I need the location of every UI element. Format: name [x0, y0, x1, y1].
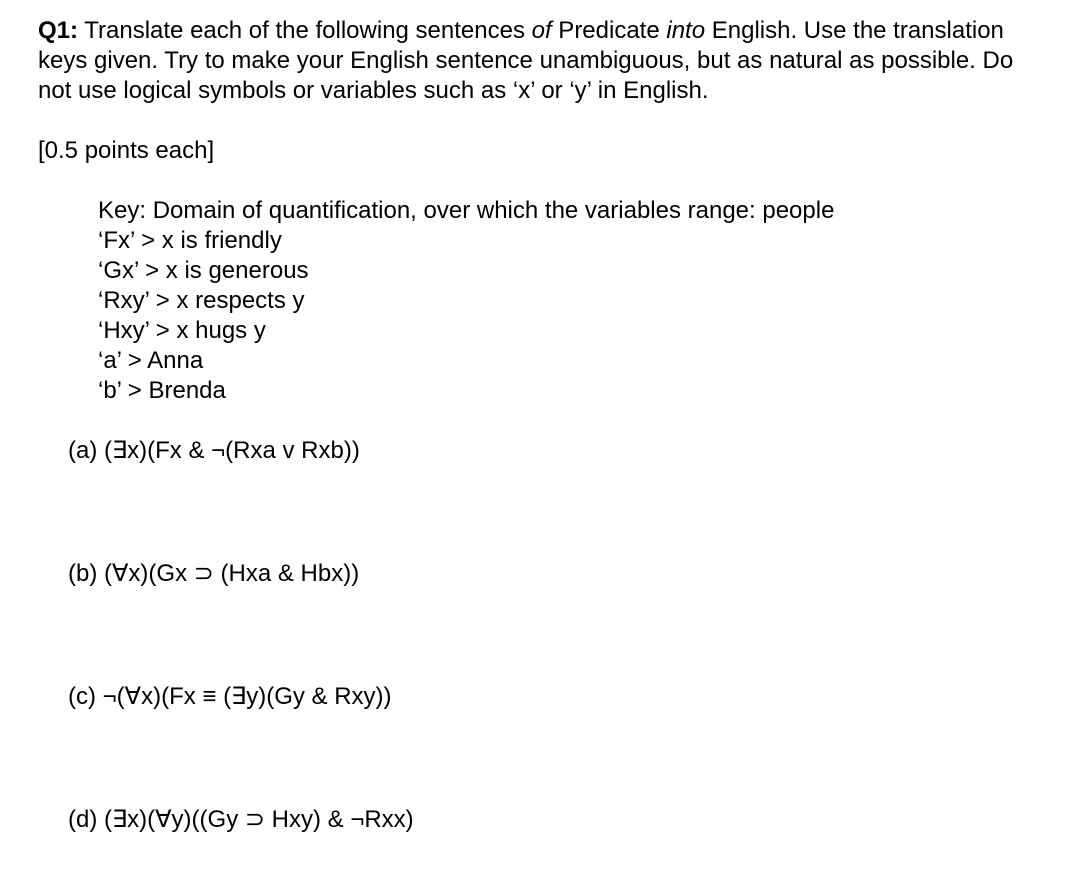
question-text-part2: Predicate — [551, 17, 667, 44]
key-entry-rxy: ‘Rxy’ > x respects y — [98, 287, 305, 314]
translation-key — [98, 196, 1048, 406]
question-emphasis-into: into — [666, 17, 706, 44]
formula-item-a: (a) (∃x)(Fx & ¬(Rxa v Rxb)) — [68, 437, 360, 464]
question-prompt — [38, 16, 1048, 106]
formula-item-b: (b) (∀x)(Gx ⊃ (Hxa & Hbx)) — [68, 560, 360, 587]
key-entry-a: ‘a’ > Anna — [98, 347, 204, 374]
key-entry-gx: ‘Gx’ > x is generous — [98, 257, 309, 284]
key-entry-b: ‘b’ > Brenda — [98, 377, 226, 404]
formula-item-d: (d) (∃x)(∀y)((Gy ⊃ Hxy) & ¬Rxx) — [68, 806, 414, 833]
key-entry-fx: ‘Fx’ > x is friendly — [98, 227, 282, 254]
question-text-part1: Translate each of the following sentences — [78, 17, 532, 44]
points-note: [0.5 points each] — [38, 137, 215, 164]
question-label: Q1: — [38, 17, 79, 44]
key-heading: Key: Domain of quantification, over which the variables range: people — [98, 197, 835, 224]
formula-list — [68, 436, 1048, 835]
key-entry-hxy: ‘Hxy’ > x hugs y — [98, 317, 266, 344]
formula-item-c: (c) ¬(∀x)(Fx ≡ (∃y)(Gy & Rxy)) — [68, 683, 392, 710]
document-page — [38, 16, 1048, 835]
question-text-part3: English. Use the translation keys given. Try to make your English sentence unambiguous, but as natural as possible. Do not use logical symbols or variables such as ‘x’ or ‘y’ in English. — [38, 17, 1014, 104]
question-emphasis-of: of — [531, 17, 552, 44]
